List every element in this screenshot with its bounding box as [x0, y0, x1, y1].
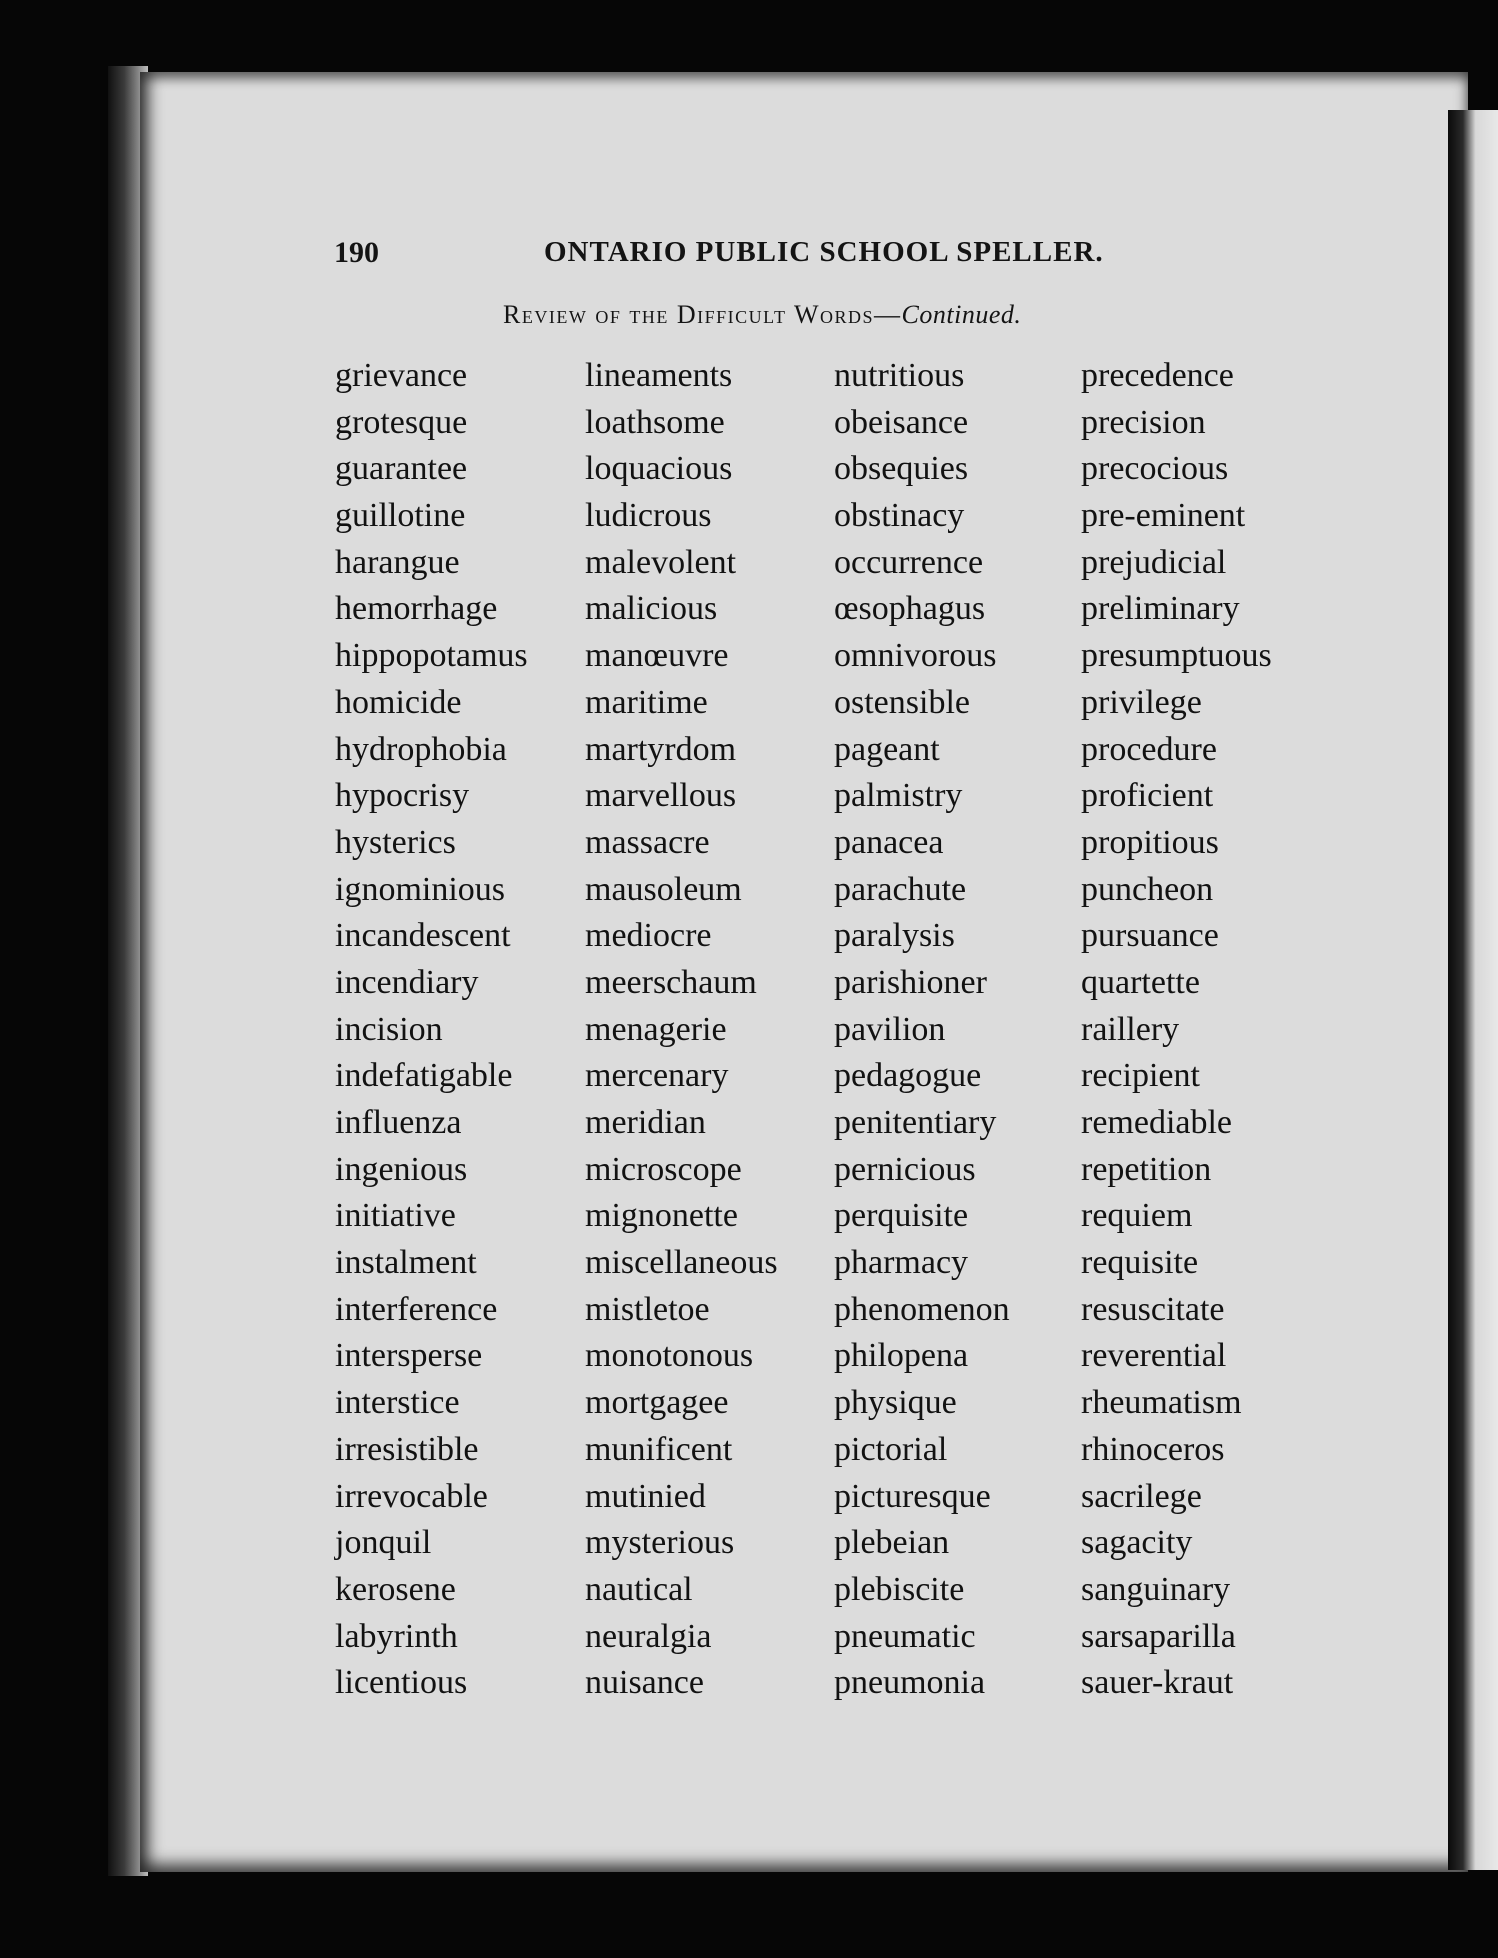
word-entry: pedagogue	[834, 1057, 982, 1095]
page-edge-right	[1448, 110, 1498, 1870]
word-entry: precocious	[1081, 450, 1229, 488]
word-entry: loathsome	[585, 403, 725, 441]
word-entry: privilege	[1081, 683, 1202, 721]
word-entry: ostensible	[834, 683, 970, 721]
word-entry: puncheon	[1081, 870, 1214, 908]
word-entry: maritime	[585, 683, 708, 721]
word-entry: hippopotamus	[335, 637, 528, 675]
word-entry: interstice	[335, 1384, 460, 1422]
word-entry: hydrophobia	[335, 730, 507, 768]
word-entry: jonquil	[335, 1524, 432, 1562]
word-column-2	[585, 353, 778, 1707]
word-entry: intersperse	[335, 1337, 483, 1375]
word-entry: panacea	[834, 823, 944, 861]
word-entry: propitious	[1081, 823, 1219, 861]
section-subheading	[503, 300, 1021, 330]
word-entry: harangue	[335, 543, 460, 581]
word-entry: sanguinary	[1081, 1570, 1231, 1608]
word-entry: homicide	[335, 683, 462, 721]
word-entry: parachute	[834, 870, 967, 908]
word-entry: mausoleum	[585, 870, 742, 908]
word-entry: mortgagee	[585, 1384, 729, 1422]
word-entry: philopena	[834, 1337, 969, 1375]
word-entry: nutritious	[834, 357, 965, 394]
word-entry: rheumatism	[1081, 1384, 1242, 1422]
word-entry: quartette	[1081, 963, 1200, 1001]
word-entry: mignonette	[585, 1197, 738, 1235]
word-entry: mercenary	[585, 1057, 729, 1095]
word-entry: obeisance	[834, 403, 969, 441]
word-entry: raillery	[1081, 1010, 1180, 1048]
word-entry: neuralgia	[585, 1617, 712, 1655]
word-entry: requisite	[1081, 1244, 1199, 1282]
word-entry: pavilion	[834, 1010, 946, 1048]
word-entry: labyrinth	[335, 1617, 458, 1655]
word-entry: licentious	[335, 1664, 468, 1702]
word-entry: prejudicial	[1081, 543, 1227, 581]
word-entry: incendiary	[335, 963, 479, 1001]
word-entry: sauer-kraut	[1081, 1664, 1234, 1702]
word-entry: plebiscite	[834, 1570, 965, 1608]
word-column-4	[1081, 353, 1272, 1707]
word-entry: malevolent	[585, 543, 737, 581]
word-entry: palmistry	[834, 777, 963, 815]
word-entry: recipient	[1081, 1057, 1200, 1095]
word-entry: guillotine	[335, 497, 466, 535]
word-entry: hemorrhage	[335, 590, 498, 628]
word-entry: reverential	[1081, 1337, 1227, 1375]
word-entry: indefatigable	[335, 1057, 513, 1095]
word-entry: mediocre	[585, 917, 712, 955]
word-entry: incision	[335, 1010, 443, 1048]
word-entry: physique	[834, 1384, 957, 1422]
word-entry: ignominious	[335, 870, 506, 908]
word-entry: pharmacy	[834, 1244, 969, 1282]
word-entry: initiative	[335, 1197, 456, 1235]
word-entry: malicious	[585, 590, 718, 628]
word-entry: sacrilege	[1081, 1477, 1202, 1515]
word-entry: precision	[1081, 403, 1206, 441]
word-entry: sagacity	[1081, 1524, 1193, 1562]
word-entry: ludicrous	[585, 497, 712, 535]
word-entry: martyrdom	[585, 730, 737, 768]
word-entry: perquisite	[834, 1197, 969, 1235]
word-entry: irrevocable	[335, 1477, 488, 1515]
word-entry: omnivorous	[834, 637, 997, 675]
word-entry: pneumatic	[834, 1617, 976, 1655]
word-entry: pictorial	[834, 1430, 948, 1468]
word-entry: interference	[335, 1290, 498, 1328]
word-entry: meerschaum	[585, 963, 757, 1001]
word-entry: precedence	[1081, 357, 1234, 394]
word-entry: presumptuous	[1081, 637, 1272, 675]
word-entry: occurrence	[834, 543, 984, 581]
word-entry: marvellous	[585, 777, 737, 815]
word-entry: nautical	[585, 1570, 693, 1608]
word-entry: mutinied	[585, 1477, 706, 1515]
word-entry: microscope	[585, 1150, 742, 1188]
word-entry: picturesque	[834, 1477, 991, 1515]
word-entry: mistletoe	[585, 1290, 710, 1328]
word-entry: monotonous	[585, 1337, 754, 1375]
word-entry: penitentiary	[834, 1104, 997, 1141]
word-entry: sarsaparilla	[1081, 1617, 1236, 1655]
word-entry: pneumonia	[834, 1664, 986, 1702]
word-entry: pernicious	[834, 1150, 976, 1188]
word-entry: guarantee	[335, 450, 468, 488]
word-entry: paralysis	[834, 917, 955, 955]
page-number: 190	[334, 236, 379, 269]
word-entry: phenomenon	[834, 1290, 1010, 1328]
subheading-text: Review of the Difficult Words—	[503, 300, 902, 329]
word-entry: obsequies	[834, 450, 969, 488]
word-entry: grotesque	[335, 403, 468, 441]
word-entry: parishioner	[834, 963, 987, 1001]
word-entry: remediable	[1081, 1104, 1233, 1141]
subheading-continued: Continued.	[901, 300, 1022, 329]
word-entry: kerosene	[335, 1570, 456, 1608]
word-entry: nuisance	[585, 1664, 704, 1702]
word-entry: obstinacy	[834, 497, 965, 535]
word-entry: repetition	[1081, 1150, 1212, 1188]
word-entry: menagerie	[585, 1010, 727, 1048]
word-entry: œsophagus	[834, 590, 986, 628]
word-entry: meridian	[585, 1104, 706, 1141]
word-entry: plebeian	[834, 1524, 950, 1562]
word-entry: lineaments	[585, 357, 733, 394]
word-entry: incandescent	[335, 917, 511, 955]
word-entry: mysterious	[585, 1524, 735, 1562]
word-entry: preliminary	[1081, 590, 1240, 628]
running-title: ONTARIO PUBLIC SCHOOL SPELLER.	[544, 236, 1104, 268]
word-entry: manœuvre	[585, 637, 729, 675]
word-entry: massacre	[585, 823, 710, 861]
word-entry: ingenious	[335, 1150, 468, 1188]
word-entry: pursuance	[1081, 917, 1219, 955]
word-entry: procedure	[1081, 730, 1217, 768]
word-entry: resuscitate	[1081, 1290, 1225, 1328]
word-entry: rhinoceros	[1081, 1430, 1225, 1468]
word-entry: grievance	[335, 357, 468, 394]
word-entry: loquacious	[585, 450, 733, 488]
word-entry: requiem	[1081, 1197, 1193, 1235]
word-entry: munificent	[585, 1430, 733, 1468]
word-entry: pre-eminent	[1081, 497, 1246, 535]
word-entry: instalment	[335, 1244, 477, 1282]
word-entry: pageant	[834, 730, 940, 768]
word-entry: hypocrisy	[335, 777, 470, 815]
word-column-3	[834, 353, 1010, 1707]
word-column-1	[335, 353, 528, 1707]
word-entry: miscellaneous	[585, 1244, 778, 1282]
word-entry: proficient	[1081, 777, 1214, 815]
word-entry: irresistible	[335, 1430, 479, 1468]
word-entry: influenza	[335, 1104, 462, 1141]
word-entry: hysterics	[335, 823, 456, 861]
